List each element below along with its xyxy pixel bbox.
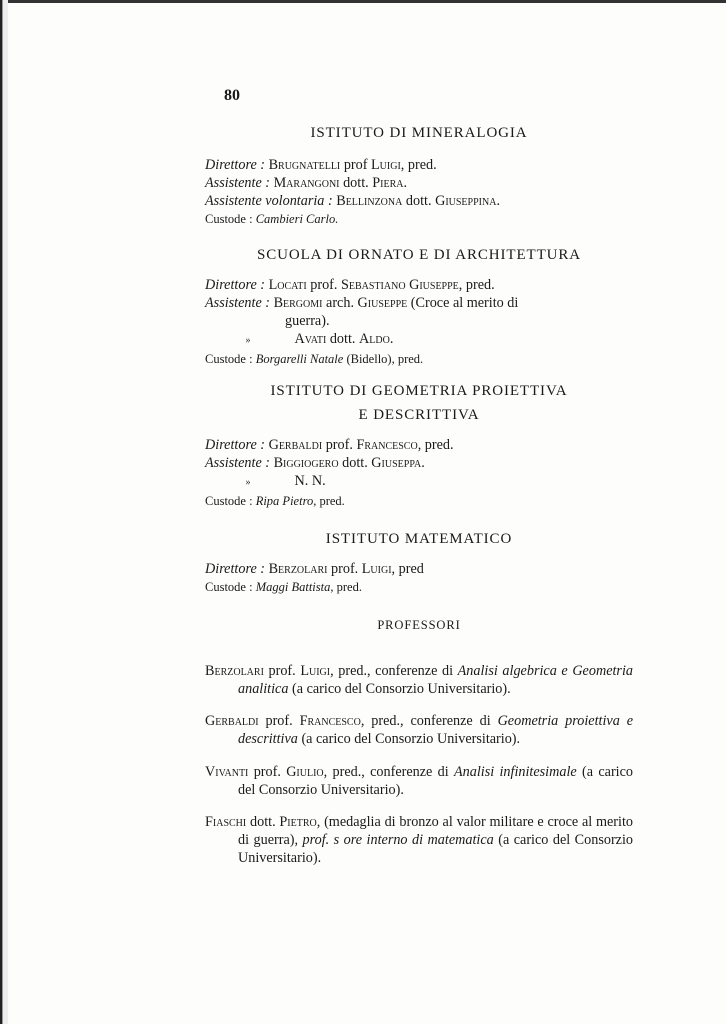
person-surname: Avati: [294, 331, 327, 347]
title-text: dott.: [339, 175, 373, 191]
heading-ornato: SCUOLA DI ORNATO E DI ARCHITETTURA: [256, 247, 582, 263]
geometria-assistente2: [205, 472, 633, 492]
role-label: Custode :: [205, 212, 253, 226]
heading-geometria-2: E DESCRITTIVA: [358, 407, 480, 423]
geometria-direttore: [205, 436, 633, 454]
course-name: Analisi infinitesimale: [453, 763, 577, 780]
person-surname: Vivanti: [205, 763, 249, 780]
suffix-text: .: [496, 193, 500, 209]
suffix-text: , pred.: [458, 277, 495, 293]
role-label: Direttore :: [205, 277, 266, 293]
role-label: Direttore :: [205, 561, 266, 577]
page-content: [205, 86, 633, 881]
title-text: arch.: [322, 295, 358, 311]
entry-text: (a carico del Consorzio Universitario).: [288, 681, 511, 698]
geometria-assistente: [205, 454, 633, 472]
heading-professori: PROFESSORI: [377, 618, 461, 632]
course-name: prof. s ore interno di matematica: [302, 831, 494, 848]
suffix-text: .: [403, 175, 408, 191]
suffix-text: (Bidello), pred.: [343, 352, 424, 366]
person-name: Cambieri Carlo.: [255, 212, 339, 226]
person-given: Aldo: [359, 331, 390, 347]
title-text: prof: [340, 157, 371, 173]
role-label: Assistente :: [205, 175, 271, 191]
heading-geometria-1: ISTITUTO DI GEOMETRIA PROIETTIVA: [270, 383, 568, 399]
suffix-text: .: [389, 331, 394, 347]
person-surname: Marangoni: [273, 175, 340, 191]
ornato-direttore: [205, 276, 633, 294]
person-surname: Locati: [268, 277, 307, 293]
title-text: prof.: [248, 763, 287, 780]
ornato-custode: [205, 350, 633, 368]
title-text: prof.: [322, 437, 357, 453]
mineralogia-direttore: [205, 156, 633, 174]
title-text: prof.: [327, 561, 362, 577]
entry-text: (a carico del Consorzio Universitario).: [238, 831, 633, 866]
suffix-text: (Croce al merito di: [407, 295, 519, 311]
mineralogia-assistente-volontaria: [205, 192, 633, 210]
person-given: Luigi: [371, 157, 401, 173]
role-label: Assistente :: [205, 455, 271, 471]
course-name: Geometria proiettiva e descrittiva: [238, 713, 633, 748]
role-label: Assistente :: [205, 295, 271, 311]
suffix-text: , pred.: [400, 157, 437, 173]
person-given: Giulio: [286, 763, 324, 780]
professore-entry: [205, 763, 633, 799]
suffix-text: , pred.: [417, 437, 454, 453]
person-given: Francesco: [356, 437, 418, 453]
person-given: Pietro: [279, 813, 317, 830]
person-surname: Brugnatelli: [268, 157, 341, 173]
title-text: prof.: [258, 713, 300, 730]
suffix-text: .: [421, 455, 425, 471]
role-label: Custode :: [205, 494, 253, 508]
title-text: dott.: [402, 193, 436, 209]
ornato-assistente: [205, 294, 633, 312]
person-given: Luigi: [361, 561, 392, 577]
ornato-assistente2: [205, 330, 633, 350]
person-given: Giuseppa: [371, 455, 422, 471]
person-surname: Gerbaldi: [205, 713, 259, 730]
mineralogia-assistente: [205, 174, 633, 192]
entry-text: , (medaglia di bronzo al valor militare e croce al merito di guerra),: [238, 813, 633, 848]
page-number: 80: [224, 87, 240, 104]
role-label: Direttore :: [205, 157, 266, 173]
matematico-direttore: [205, 560, 633, 578]
person-surname: Biggiogero: [273, 455, 339, 471]
title-text: prof.: [263, 663, 301, 680]
person-given: Sebastiano Giuseppe: [340, 277, 459, 293]
person-given: Giuseppe: [357, 295, 408, 311]
person-name: Ripa Pietro: [255, 494, 314, 508]
person-name: Borgarelli Natale: [255, 352, 344, 366]
person-surname: Berzolari: [205, 663, 264, 680]
professore-entry: [205, 813, 633, 867]
mineralogia-custode: [205, 210, 633, 228]
title-text: prof.: [306, 277, 341, 293]
person-given: Piera: [372, 175, 404, 191]
person-given: Francesco: [299, 713, 361, 730]
role-label: Custode :: [205, 352, 253, 366]
suffix-text: , pred.: [313, 494, 345, 508]
scan-border-left: [0, 0, 8, 1024]
entry-text: (a carico del Consorzio Universitario).: [238, 763, 633, 798]
entry-text: , pred., conferenze di: [360, 713, 498, 730]
title-text: dott.: [338, 455, 372, 471]
person-surname: Fiaschi: [205, 813, 247, 830]
ornato-assistente-cont: guerra).: [285, 313, 330, 329]
title-text: dott.: [326, 331, 359, 347]
entry-text: , pred., conferenze di: [330, 663, 458, 680]
entry-text: (a carico del Consorzio Universitario).: [297, 731, 521, 748]
title-text: dott.: [246, 813, 280, 830]
scan-border-top: [0, 0, 726, 3]
person-surname: Bergomi: [273, 295, 323, 311]
role-label: Custode :: [205, 580, 253, 594]
matematico-custode: [205, 578, 633, 596]
person-surname: Bellinzona: [336, 193, 403, 209]
heading-matematico: ISTITUTO MATEMATICO: [325, 531, 513, 547]
ditto-mark: »: [245, 335, 251, 346]
suffix-text: , pred: [391, 561, 424, 577]
role-label: Assistente volontaria :: [205, 193, 333, 209]
person-name: Maggi Battista: [255, 580, 331, 594]
person-given: Giuseppina: [435, 193, 497, 209]
course-name: Analisi algebrica e Geometria analitica: [238, 663, 633, 698]
suffix-text: , pred.: [330, 580, 362, 594]
professore-entry: [205, 662, 633, 698]
role-label: Direttore :: [205, 437, 266, 453]
professore-entry: [205, 712, 633, 748]
heading-mineralogia: ISTITUTO DI MINERALOGIA: [310, 125, 528, 141]
entry-text: , pred., conferenze di: [323, 763, 454, 780]
geometria-custode: [205, 492, 633, 510]
ditto-mark: »: [245, 477, 251, 488]
person-given: Luigi: [300, 663, 331, 680]
person-name: N. N.: [294, 473, 326, 489]
person-surname: Berzolari: [268, 561, 328, 577]
person-surname: Gerbaldi: [268, 437, 323, 453]
